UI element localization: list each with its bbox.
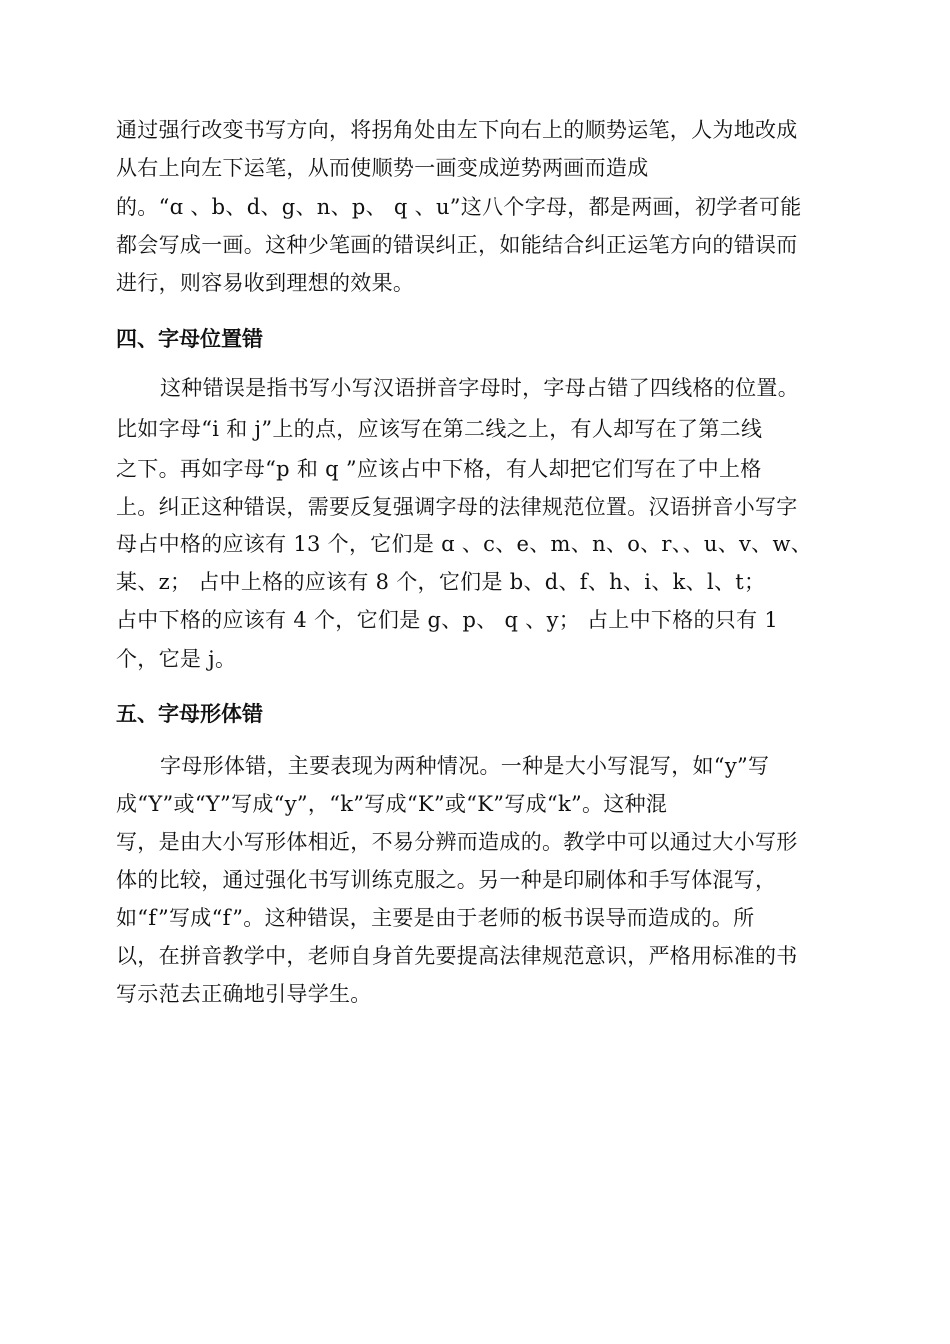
section4-line-5: 母占中格的应该有 13 个，它们是 ɑ 、c、e、m、n、o、r、、u、v、w、 [116, 532, 813, 556]
section4-line-4: 上。纠正这种错误，需要反复强调字母的法律规范位置。汉语拼音小写字 [116, 495, 798, 519]
intro-line-3: 的。“ɑ 、b、d、g、n、p、 q 、u”这八个字母，都是两画，初学者可能 [116, 195, 802, 219]
section4-line-1: 这种错误是指书写小写汉语拼音字母时，字母占错了四线格的位置。 [160, 376, 799, 400]
section4-line-8: 个，它是 j。 [116, 647, 237, 671]
section5-line-7: 写示范去正确地引导学生。 [116, 982, 372, 1006]
section4-line-2: 比如字母“i 和 j”上的点，应该写在第二线之上，有人却写在了第二线 [116, 417, 763, 441]
intro-line-4: 都会写成一画。这种少笔画的错误纠正，如能结合纠正运笔方向的错误而 [116, 233, 798, 257]
section5-line-3: 写，是由大小写形体相近，不易分辨而造成的。教学中可以通过大小写形 [116, 830, 798, 854]
section4-heading: 四、字母位置错 [116, 326, 263, 351]
section5-line-2: 成“Y”或“Y”写成“y”，“k”写成“K”或“K”写成“k”。这种混 [116, 792, 668, 816]
section4-line-3: 之下。再如字母“p 和 q ”应该占中下格，有人却把它们写在了中上格 [116, 457, 762, 481]
section5-line-4: 体的比较，通过强化书写训练克服之。另一种是印刷体和手写体混写， [116, 868, 777, 892]
section4-line-6: 某、z； 占中上格的应该有 8 个，它们是 b、d、f、h、i、k、l、t； [116, 570, 766, 594]
section5-line-1: 字母形体错，主要表现为两种情况。一种是大小写混写，如“y”写 [160, 754, 770, 778]
intro-line-5: 进行，则容易收到理想的效果。 [116, 271, 415, 295]
section5-line-6: 以，在拼音教学中，老师自身首先要提高法律规范意识，严格用标准的书 [116, 944, 798, 968]
section4-line-7: 占中下格的应该有 4 个，它们是 g、p、 q 、y； 占上中下格的只有 1 [116, 608, 779, 632]
section5-heading: 五、字母形体错 [116, 701, 263, 726]
section5-line-5: 如“f”写成“f”。这种错误，主要是由于老师的板书误导而造成的。所 [116, 906, 755, 930]
intro-line-2: 从右上向左下运笔，从而使顺势一画变成逆势两画而造成 [116, 156, 649, 180]
intro-line-1: 通过强行改变书写方向，将拐角处由左下向右上的顺势运笔，人为地改成 [116, 118, 798, 142]
